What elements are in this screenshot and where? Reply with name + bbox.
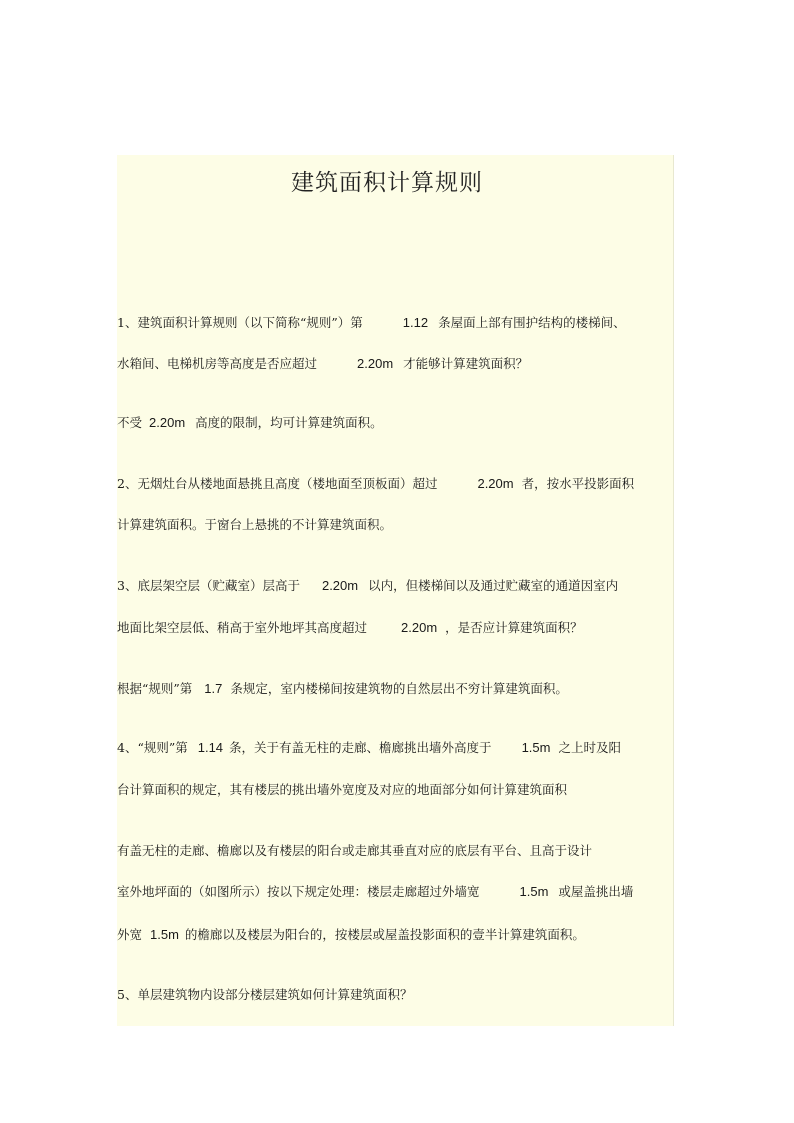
text-line: 地面比架空层低、稍高于室外地坪其高度超过 2.20m ，是否应计算建筑面积？ [117,620,583,635]
text-line: 外宽 1.5m 的檐廊以及楼层为阳台的，按楼层或屋盖投影面积的壹半计算建筑面积。 [117,927,585,942]
text-line: 水箱间、电梯机房等高度是否应超过 2.20m 才能够计算建筑面积？ [117,356,529,371]
text-line: 1、建筑面积计算规则（以下简称“规则”）第 1.12 条屋面上部有围护结构的楼梯间、 [117,315,626,330]
text-line: 不受 2.20m 高度的限制，均可计算建筑面积。 [117,415,383,430]
text-line: 计算建筑面积。于窗台上悬挑的不计算建筑面积。 [117,517,393,532]
text-line: 4、“规则”第 1.14 条，关于有盖无柱的走廊、檐廊挑出墙外高度于 1.5m 之上时及阳 [117,740,621,755]
text-line: 台计算面积的规定，其有楼层的挑出墙外宽度及对应的地面部分如何计算建筑面积 [117,782,568,797]
text-line: 2、无烟灶台从楼地面悬挑且高度（楼地面至顶板面）超过 2.20m 者，按水平投影面积 [117,476,635,491]
text-line: 室外地坪面的（如图所示）按以下规定处理：楼层走廊超过外墙宽 1.5m 或屋盖挑出墙 [117,884,634,899]
text-line: 3、底层架空层（贮藏室）层高于 2.20m 以内，但楼梯间以及通过贮藏室的通道因室内 [117,578,619,593]
text-line: 有盖无柱的走廊、檐廊以及有楼层的阳台或走廊其垂直对应的底层有平台、且高于设计 [117,843,593,858]
document-title: 建筑面积计算规则 [291,170,483,196]
text-line: 根据“规则”第 1.7 条规定，室内楼梯间按建筑物的自然层出不穷计算建筑面积。 [117,681,568,696]
text-line: 5、单层建筑物内设部分楼层建筑如何计算建筑面积？ [117,987,413,1002]
